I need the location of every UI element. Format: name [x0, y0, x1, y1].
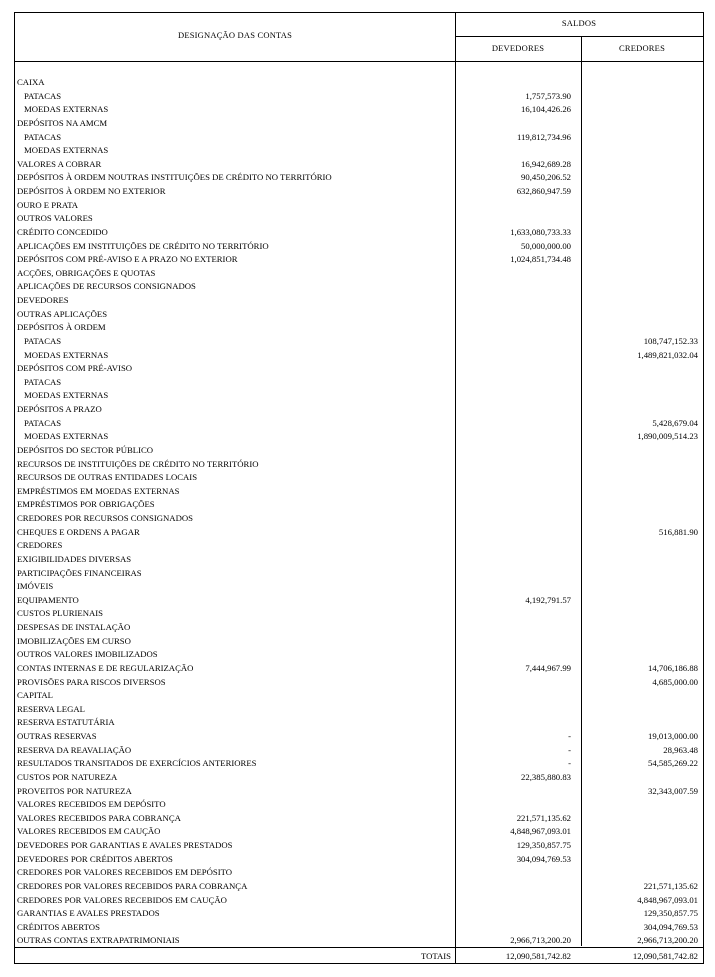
account-label: ACÇÕES, OBRIGAÇÕES E QUOTAS	[17, 267, 156, 278]
account-row	[15, 498, 703, 512]
account-row	[15, 648, 703, 662]
credit-balance: 1,890,009,514.23	[637, 431, 698, 442]
account-row	[15, 90, 703, 104]
account-row	[15, 76, 703, 90]
debit-balance: 1,633,080,733.33	[510, 226, 571, 237]
account-label: PATACAS	[24, 335, 62, 346]
account-label: CUSTOS PLURIENAIS	[17, 608, 104, 619]
account-row	[15, 117, 703, 131]
account-row	[15, 744, 703, 758]
debit-balance: 129,350,857.75	[516, 840, 571, 850]
totals-credit: 12,090,581,742.82	[632, 951, 698, 961]
account-label: PROVISÕES PARA RISCOS DIVERSOS	[17, 676, 166, 687]
account-row	[15, 458, 703, 472]
account-label: DEPÓSITOS COM PRÉ-AVISO E A PRAZO NO EXTERIOR	[17, 254, 238, 265]
header-designation: DESIGNAÇÃO DAS CONTAS	[177, 30, 293, 40]
account-row	[15, 131, 703, 145]
account-label: MOEDAS EXTERNAS	[24, 349, 109, 360]
account-label: DEPÓSITOS A PRAZO	[17, 404, 102, 414]
account-row	[15, 430, 703, 444]
account-row	[15, 185, 703, 199]
account-rows	[15, 76, 703, 948]
debit-balance: 2,966,713,200.20	[510, 935, 571, 946]
account-label: DEPÓSITOS À ORDEM NOUTRAS INSTITUIÇÕES DE CRÉDITO NO TERRITÓRIO	[17, 172, 332, 183]
account-label: PATACAS	[24, 376, 62, 387]
account-label: CRÉDITOS ABERTOS	[17, 921, 100, 932]
account-row	[15, 894, 703, 908]
account-row	[15, 485, 703, 499]
account-label: CAPITAL	[17, 690, 53, 701]
credit-balance: 5,428,679.04	[652, 417, 698, 428]
debit-balance: 632,860,947.59	[516, 186, 571, 196]
account-row	[15, 703, 703, 717]
account-row	[15, 417, 703, 431]
account-label: MOEDAS EXTERNAS	[24, 145, 109, 156]
account-label: VALORES RECEBIDOS EM DEPÓSITO	[17, 799, 166, 810]
account-label: DEPÓSITOS COM PRÉ-AVISO	[17, 363, 133, 374]
credit-balance: 19,013,000.00	[648, 731, 698, 741]
account-row	[15, 212, 703, 226]
account-label: PARTICIPAÇÕES FINANCEIRAS	[17, 567, 142, 578]
account-row	[15, 757, 703, 771]
account-label: RESULTADOS TRANSITADOS DE EXERCÍCIOS ANTERIORES	[17, 758, 257, 769]
account-label: DEVEDORES POR CRÉDITOS ABERTOS	[17, 853, 173, 864]
debit-balance: 16,104,426.26	[521, 104, 571, 115]
account-label: CRÉDITO CONCEDIDO	[17, 226, 108, 237]
account-label: OUTROS VALORES IMOBILIZADOS	[17, 649, 158, 660]
account-row	[15, 607, 703, 621]
account-label: DEVEDORES	[17, 295, 69, 305]
account-label: VALORES RECEBIDOS EM CAUÇÃO	[17, 826, 161, 837]
account-row	[15, 553, 703, 567]
account-label: DEVEDORES POR GARANTIAS E AVALES PRESTADOS	[17, 840, 233, 850]
account-label: MOEDAS EXTERNAS	[24, 431, 109, 442]
account-label: DEPÓSITOS NA AMCM	[17, 117, 108, 128]
account-row	[15, 785, 703, 799]
account-label: EXIGIBILIDADES DIVERSAS	[17, 553, 132, 564]
account-row	[15, 389, 703, 403]
account-label: RESERVA LEGAL	[17, 703, 85, 714]
account-row	[15, 158, 703, 172]
account-label: EQUIPAMENTO	[17, 594, 79, 605]
debit-balance: 4,848,967,093.01	[510, 826, 571, 837]
account-label: DESPESAS DE INSTALAÇÃO	[17, 622, 131, 632]
account-row	[15, 376, 703, 390]
account-row	[15, 512, 703, 526]
account-label: DEPÓSITOS À ORDEM	[17, 322, 106, 333]
account-row	[15, 471, 703, 485]
credit-balance: 221,571,135.62	[643, 880, 698, 891]
account-row	[15, 267, 703, 281]
account-label: PATACAS	[24, 131, 62, 142]
account-row	[15, 444, 703, 458]
account-row	[15, 526, 703, 540]
account-row	[15, 171, 703, 185]
totals-debit: 12,090,581,742.82	[505, 951, 571, 961]
account-row	[15, 934, 703, 948]
debit-balance: 50,000,000.00	[521, 240, 571, 251]
account-row	[15, 866, 703, 880]
credit-balance: 4,848,967,093.01	[637, 894, 698, 905]
account-row	[15, 226, 703, 240]
debit-balance: 16,942,689.28	[521, 158, 571, 169]
credit-balance: 108,747,152.33	[643, 335, 698, 346]
account-label: CREDORES POR RECURSOS CONSIGNADOS	[17, 513, 193, 523]
credit-balance: 2,966,713,200.20	[637, 935, 698, 946]
account-label: MOEDAS EXTERNAS	[24, 104, 109, 115]
account-label: MOEDAS EXTERNAS	[24, 390, 109, 401]
credit-balance: 129,350,857.75	[643, 908, 698, 919]
account-label: CAIXA	[17, 77, 45, 87]
account-row	[15, 103, 703, 117]
account-label: PROVEITOS POR NATUREZA	[17, 785, 132, 796]
credit-balance: 4,685,000.00	[652, 676, 698, 687]
account-row	[15, 839, 703, 853]
account-row	[15, 716, 703, 730]
account-row	[15, 199, 703, 213]
debit-balance: 1,757,573.90	[525, 90, 571, 101]
account-label: CHEQUES E ORDENS A PAGAR	[17, 526, 140, 537]
account-label: IMÓVEIS	[17, 581, 54, 592]
account-label: RECURSOS DE INSTITUIÇÕES DE CRÉDITO NO TERRITÓRIO	[17, 458, 259, 469]
account-label: IMOBILIZAÇÕES EM CURSO	[17, 635, 131, 646]
account-row	[15, 771, 703, 785]
header-divider-saldos	[455, 36, 703, 37]
account-row	[15, 335, 703, 349]
account-row	[15, 798, 703, 812]
debit-balance: 7,444,967.99	[525, 662, 571, 673]
totals-label: TOTAIS	[420, 951, 451, 961]
account-label: OUTROS VALORES	[17, 213, 93, 224]
account-row	[15, 580, 703, 594]
account-row	[15, 403, 703, 417]
account-row	[15, 880, 703, 894]
account-label: DEPÓSITOS DO SECTOR PÚBLICO	[17, 444, 154, 455]
account-row	[15, 907, 703, 921]
account-row	[15, 635, 703, 649]
account-row	[15, 240, 703, 254]
totals-row	[15, 948, 703, 964]
account-label: PATACAS	[24, 417, 62, 428]
account-label: CUSTOS POR NATUREZA	[17, 771, 118, 782]
account-row	[15, 825, 703, 839]
account-row	[15, 662, 703, 676]
header-saldos: SALDOS	[561, 18, 597, 28]
account-row	[15, 144, 703, 158]
debit-balance: 1,024,851,734.48	[510, 254, 571, 265]
debit-balance: 304,094,769.53	[516, 853, 571, 864]
debit-balance: -	[568, 744, 571, 755]
debit-balance: 221,571,135.62	[516, 812, 571, 823]
account-label: DEPÓSITOS À ORDEM NO EXTERIOR	[17, 186, 166, 196]
account-label: APLICAÇÕES EM INSTITUIÇÕES DE CRÉDITO NO TERRITÓRIO	[17, 240, 269, 251]
account-label: APLICAÇÕES DE RECURSOS CONSIGNADOS	[17, 281, 196, 292]
account-label: OUTRAS APLICAÇÕES	[17, 308, 108, 319]
account-row	[15, 321, 703, 335]
header-devedores: DEVEDORES	[491, 43, 545, 53]
account-row	[15, 349, 703, 363]
credit-balance: 1,489,821,032.04	[637, 349, 698, 360]
account-row	[15, 567, 703, 581]
account-row	[15, 812, 703, 826]
account-label: EMPRÉSTIMOS EM MOEDAS EXTERNAS	[17, 485, 180, 496]
credit-balance: 14,706,186.88	[648, 662, 698, 673]
debit-balance: 119,812,734.96	[517, 131, 571, 142]
header-credores: CREDORES	[619, 43, 665, 53]
account-label: PATACAS	[24, 90, 62, 101]
account-label: OURO E PRATA	[17, 199, 79, 210]
account-row	[15, 730, 703, 744]
credit-balance: 28,963.48	[663, 744, 698, 755]
account-label: RESERVA DA REAVALIAÇÃO	[17, 744, 132, 755]
account-label: EMPRÉSTIMOS POR OBRIGAÇÕES	[17, 499, 155, 510]
account-row	[15, 921, 703, 935]
account-row	[15, 621, 703, 635]
account-label: GARANTIAS E AVALES PRESTADOS	[17, 908, 160, 919]
account-row	[15, 280, 703, 294]
account-row	[15, 308, 703, 322]
account-label: OUTRAS RESERVAS	[17, 731, 97, 741]
credit-balance: 32,343,007.59	[648, 785, 698, 796]
account-row	[15, 253, 703, 267]
debit-balance: 90,450,206.52	[521, 172, 571, 183]
account-label: OUTRAS CONTAS EXTRAPATRIMONIAIS	[17, 935, 180, 946]
account-label: CREDORES POR VALORES RECEBIDOS EM DEPÓSITO	[17, 867, 233, 878]
account-row	[15, 853, 703, 867]
account-label: VALORES A COBRAR	[17, 158, 102, 169]
account-label: VALORES RECEBIDOS PARA COBRANÇA	[17, 812, 181, 823]
debit-balance: 4,192,791.57	[525, 594, 571, 605]
header-bottom-border	[15, 61, 703, 62]
account-label: RECURSOS DE OUTRAS ENTIDADES LOCAIS	[17, 472, 198, 483]
credit-balance: 304,094,769.53	[643, 921, 698, 932]
debit-balance: 22,385,880.83	[521, 771, 571, 782]
account-label: CREDORES	[17, 540, 63, 551]
account-label: CREDORES POR VALORES RECEBIDOS EM CAUÇÃO	[17, 894, 227, 905]
account-row	[15, 594, 703, 608]
credit-balance: 54,585,269.22	[648, 758, 698, 769]
debit-balance: -	[568, 758, 571, 769]
account-row	[15, 676, 703, 690]
account-row	[15, 689, 703, 703]
account-row	[15, 294, 703, 308]
account-row	[15, 539, 703, 553]
account-label: CREDORES POR VALORES RECEBIDOS PARA COBRANÇA	[17, 880, 248, 891]
credit-balance: 516,881.90	[658, 526, 698, 537]
account-label: CONTAS INTERNAS E DE REGULARIZAÇÃO	[17, 662, 194, 673]
balance-sheet-table	[14, 12, 704, 964]
account-label: RESERVA ESTATUTÁRIA	[17, 717, 115, 728]
debit-balance: -	[568, 731, 571, 741]
account-row	[15, 362, 703, 376]
